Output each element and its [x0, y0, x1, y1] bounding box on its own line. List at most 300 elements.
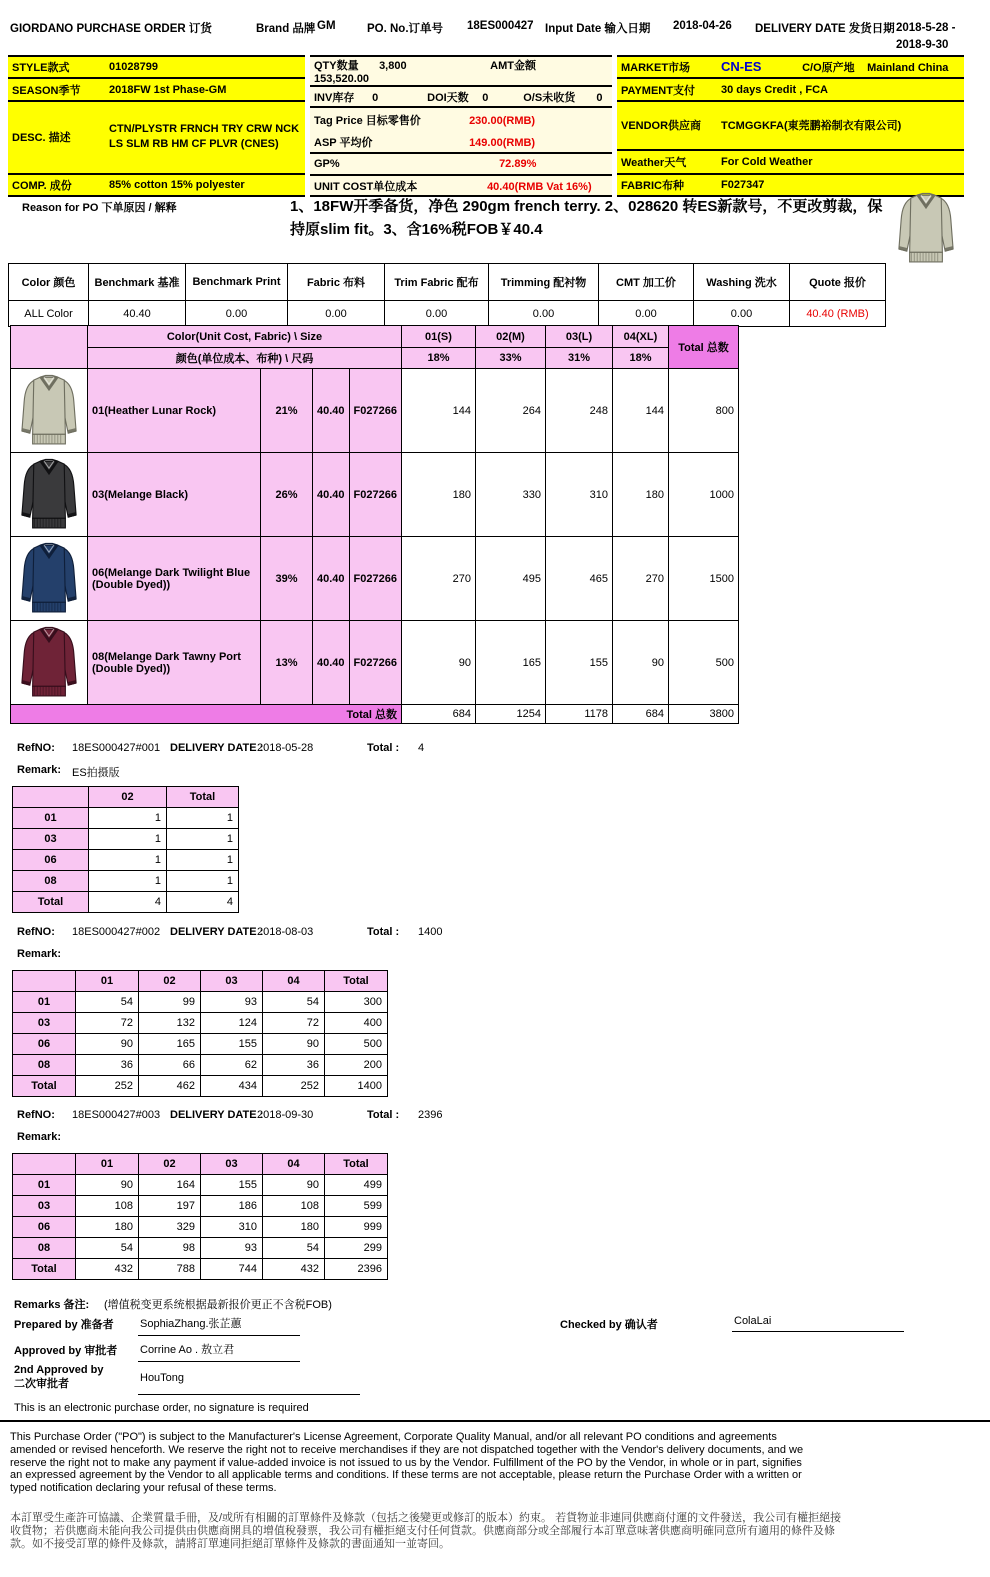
size-corner-top: Color(Unit Cost, Fabric) \ Size: [88, 326, 402, 348]
shipment-section: [0, 926, 660, 1092]
shipment-row-label: 03: [13, 829, 89, 850]
doi-label: DOI天数: [427, 91, 469, 104]
shipment-header-row: [13, 787, 239, 808]
fabric-value: F027347: [717, 174, 964, 196]
info-left-table: [8, 55, 305, 197]
gp-row: [310, 153, 612, 175]
tag-price-label: Tag Price 目标零售价: [314, 114, 421, 127]
shipment-qty-cell: 200: [325, 1055, 388, 1076]
shipment-row: [13, 992, 388, 1013]
shipment-qty-cell: 90: [263, 1175, 325, 1196]
size-pct-header: 31%: [545, 348, 612, 369]
shipment-qty-cell: 434: [201, 1076, 263, 1097]
color-fabric-cell: F027266: [349, 621, 401, 705]
desc-label: DESC. 描述: [8, 101, 105, 174]
vendor-value: TCMGGKFA(東莞鹏裕制衣有限公司): [717, 101, 964, 150]
shipment-qty-cell: 165: [139, 1034, 201, 1055]
market-value: CN-ES: [721, 59, 762, 75]
size-column-header: 02(M): [475, 326, 545, 348]
shipment-corner-cell: [13, 787, 89, 808]
season-value: 2018FW 1st Phase-GM: [105, 78, 305, 100]
sweater-image: [15, 370, 83, 449]
shipment-col-header: 02: [139, 971, 201, 992]
shipment-qty-cell: 1: [167, 808, 239, 829]
shipment-row: [13, 871, 239, 892]
size-pct-header: 18%: [401, 348, 475, 369]
color-fabric-cell: F027266: [349, 537, 401, 621]
shipment-qty-cell: 252: [263, 1076, 325, 1097]
qty-value: 3,800: [379, 60, 407, 72]
size-column-header: 04(XL): [612, 326, 668, 348]
shipment-row: [13, 892, 239, 913]
shipment-corner-cell: [13, 971, 76, 992]
legal-text-english: This Purchase Order ("PO") is subject to the Manufacturer's License Agreement, Corporate Quality Manual, and/or all relevant PO conditions and agreements amended or revised henceforth. We reserve the right not to receive merchandises if they are not dispatched together with the Vendor's delivery documents, and we reserve the right not to make any payment if value-added invoice is not issued to us by the Vendor. Fulfillment of the PO by the Vendor, in whole or in part, signifies an expressed agreement by the Vendor to all applicable terms and conditions. If these terms are not acceptable, please return the Purchase Order with a written or typed notification declaring your refusal of these terms.: [10, 1431, 804, 1494]
shipment-qty-cell: 462: [139, 1076, 201, 1097]
shipment-total-label: Total :: [367, 742, 400, 754]
benchmark-header: Washing 洗水: [694, 264, 790, 301]
size-qty-cell: 248: [545, 369, 612, 453]
os-value: 0: [596, 91, 603, 104]
benchmark-cell: 0.00: [186, 301, 288, 327]
vendor-label: VENDOR供应商: [617, 101, 717, 150]
size-qty-cell: 144: [612, 369, 668, 453]
weather-value: For Cold Weather: [717, 150, 964, 174]
shipment-qty-cell: 329: [139, 1217, 201, 1238]
approved-by-value: Corrine Ao . 敖立君: [138, 1341, 300, 1362]
row-total-cell: 1000: [668, 453, 738, 537]
shipment-qty-cell: 1: [89, 850, 167, 871]
benchmark-header: Benchmark 基准: [89, 264, 186, 301]
shipment-remark-line: [0, 764, 660, 782]
color-image-cell: [11, 621, 88, 705]
payment-label: PAYMENT支付: [617, 78, 717, 100]
order-info-block: [8, 55, 964, 197]
shipment-qty-cell: 99: [139, 992, 201, 1013]
benchmark-cell: 0.00: [694, 301, 790, 327]
benchmark-header-row: [9, 264, 886, 301]
input-date-label: Input Date 输入日期: [545, 23, 651, 35]
refno-value: 18ES000427#003: [72, 1109, 161, 1121]
color-pct-cell: 39%: [261, 537, 313, 621]
shipment-header-row: [13, 971, 388, 992]
unit-cost-label: UNIT COST单位成本: [314, 180, 418, 193]
size-qty-cell: 330: [475, 453, 545, 537]
delivery-date-label: DELIVERY DATE :: [170, 926, 264, 938]
shipment-qty-cell: 132: [139, 1013, 201, 1034]
size-qty-cell: 310: [545, 453, 612, 537]
sweater-image: [892, 188, 960, 267]
shipment-qty-cell: 54: [76, 992, 139, 1013]
benchmark-cell: 40.40 (RMB): [790, 301, 886, 327]
shipment-row-label: 06: [13, 1217, 76, 1238]
shipment-row-label: 06: [13, 1034, 76, 1055]
shipment-qty-cell: 999: [325, 1217, 388, 1238]
tag-price-row: [310, 107, 612, 131]
delivery-date-value: 2018-5-28 - 2018-9-30: [896, 22, 956, 52]
color-pct-cell: 26%: [261, 453, 313, 537]
shipment-ref-line: [0, 926, 660, 944]
shipment-row: [13, 1034, 388, 1055]
color-name-cell: 06(Melange Dark Twilight Blue (Double Dyed)): [88, 537, 261, 621]
row-total-cell: 800: [668, 369, 738, 453]
fabric-label: FABRIC布种: [617, 174, 717, 196]
shipment-qty-cell: 90: [76, 1175, 139, 1196]
benchmark-data-row: [9, 301, 886, 327]
shipment-qty-cell: 299: [325, 1238, 388, 1259]
size-qty-cell: 495: [475, 537, 545, 621]
remark-value: ES拍摄版: [72, 767, 120, 779]
shipment-row-label: 08: [13, 1055, 76, 1076]
color-cost-cell: 40.40: [313, 453, 350, 537]
shipment-col-header: Total: [167, 787, 239, 808]
color-name-cell: 03(Melange Black): [88, 453, 261, 537]
color-image-cell: [11, 369, 88, 453]
color-cost-cell: 40.40: [313, 621, 350, 705]
color-image-cell: [11, 453, 88, 537]
shipment-qty-cell: 54: [263, 1238, 325, 1259]
size-qty-cell: 180: [401, 453, 475, 537]
benchmark-cell: 0.00: [288, 301, 385, 327]
benchmark-header: Color 颜色: [9, 264, 89, 301]
shipment-qty-cell: 432: [263, 1259, 325, 1280]
shipment-qty-cell: 1: [89, 808, 167, 829]
shipment-row-label: 03: [13, 1013, 76, 1034]
co-label: C/O原产地: [802, 62, 855, 75]
benchmark-header: Trim Fabric 配布: [385, 264, 489, 301]
size-header-row-1: [11, 326, 739, 348]
row-total-cell: 500: [668, 621, 738, 705]
shipment-row: [13, 1013, 388, 1034]
shipment-row: [13, 1196, 388, 1217]
shipment-qty-cell: 252: [76, 1076, 139, 1097]
shipment-qty-cell: 155: [201, 1175, 263, 1196]
shipment-row: [13, 850, 239, 871]
shipment-qty-cell: 186: [201, 1196, 263, 1217]
shipment-qty-cell: 2396: [325, 1259, 388, 1280]
size-total-cell: 1254: [475, 705, 545, 724]
shipment-qty-cell: 1: [167, 850, 239, 871]
delivery-date-value: 2018-09-30: [257, 1109, 314, 1121]
benchmark-header: CMT 加工价: [599, 264, 694, 301]
shipment-qty-cell: 599: [325, 1196, 388, 1217]
size-total-label: Total 总数: [11, 705, 402, 724]
size-qty-cell: 270: [401, 537, 475, 621]
shipment-row: [13, 1217, 388, 1238]
shipment-qty-cell: 1: [89, 871, 167, 892]
asp-label: ASP 平均价: [314, 136, 373, 149]
shipment-row: [13, 808, 239, 829]
sweater-image: [15, 454, 83, 533]
market-label: MARKET市场: [617, 56, 717, 78]
shipment-row-label: Total: [13, 1076, 76, 1097]
shipment-qty-cell: 54: [76, 1238, 139, 1259]
shipment-row-label: 03: [13, 1196, 76, 1217]
shipment-qty-cell: 197: [139, 1196, 201, 1217]
benchmark-cell: 0.00: [599, 301, 694, 327]
shipment-row-label: 06: [13, 850, 89, 871]
os-label: O/S未收货: [523, 91, 576, 104]
shipment-total-label: Total :: [367, 1109, 400, 1121]
second-approved-label-zh: 二次审批者: [14, 1377, 69, 1390]
shipment-row: [13, 1076, 388, 1097]
color-row: [11, 621, 739, 705]
benchmark-cell: ALL Color: [9, 301, 89, 327]
size-corner-bottom: 颜色(单位成本、布种) \ 尺码: [88, 348, 402, 369]
shipment-qty-cell: 90: [76, 1034, 139, 1055]
color-fabric-cell: F027266: [349, 369, 401, 453]
inv-doi-os-row: [310, 86, 612, 107]
po-number-label: PO. No.订单号: [367, 23, 444, 35]
shipment-row-label: Total: [13, 892, 89, 913]
color-image-cell: [11, 537, 88, 621]
shipment-remark-line: [0, 948, 660, 966]
shipment-header-row: [13, 1154, 388, 1175]
color-pct-cell: 13%: [261, 621, 313, 705]
inv-label: INV库存: [314, 91, 355, 104]
size-total-cell: 684: [401, 705, 475, 724]
shipment-remark-line: [0, 1131, 660, 1149]
shipment-size-table: [12, 970, 388, 1097]
refno-label: RefNO:: [17, 742, 55, 754]
legal-text-chinese: 本訂單受生產許可協議、企業質量手冊，及/或所有相關的訂單條件及條款（包括之後變更或修訂的版本）約束。 若貨物並非連同供應商付運的文件發送，我公司有權拒絕接收貨物；若供應商未能向我公司提供由供應商開具的增值稅發票，我公司有權拒絕支付任何貨款。供應商部分或全部履行本訂單意味著供應商明確同意所有適用的條件及條款。如不接受訂單的條件及條款，請將訂單連同拒絕訂單條件及條款的書面通知一並寄回。: [10, 1512, 842, 1550]
style-value: 01028799: [105, 56, 305, 78]
footer-divider: [0, 1420, 990, 1422]
shipment-row: [13, 1238, 388, 1259]
size-total-cell: 1178: [545, 705, 612, 724]
remarks-value: (增值税变更系统根据最新报价更正不含税FOB): [104, 1299, 332, 1311]
benchmark-header: Quote 报价: [790, 264, 886, 301]
remarks-label: Remarks 备注:: [14, 1299, 90, 1311]
second-approved-value: HouTong: [138, 1372, 360, 1395]
sweater-image: [15, 538, 83, 617]
shipment-qty-cell: 1400: [325, 1076, 388, 1097]
shipment-col-header: 03: [201, 971, 263, 992]
shipment-qty-cell: 180: [76, 1217, 139, 1238]
unit-cost-row: [310, 175, 612, 196]
page-title: GIORDANO PURCHASE ORDER 订货: [10, 23, 212, 35]
size-qty-cell: 144: [401, 369, 475, 453]
size-qty-cell: 90: [612, 621, 668, 705]
refno-value: 18ES000427#002: [72, 926, 161, 938]
benchmark-cell: 0.00: [489, 301, 599, 327]
qty-amt-row: [310, 56, 612, 86]
prepared-by-label: Prepared by 准备者: [14, 1319, 114, 1331]
color-cost-cell: 40.40: [313, 369, 350, 453]
shipment-qty-cell: 4: [167, 892, 239, 913]
reason-text: 1、18FW开季备货，净色 290gm french terry. 2、028620 转ES新款号，不更改剪裁，保持原slim fit。3、含16%税FOB￥40.4: [290, 198, 883, 239]
delivery-date-label: DELIVERY DATE :: [170, 742, 264, 754]
info-middle-table: [310, 55, 612, 197]
size-qty-cell: 165: [475, 621, 545, 705]
tag-price-value: 230.00(RMB): [469, 114, 536, 127]
inv-value: 0: [372, 91, 379, 104]
remark-label: Remark:: [17, 1131, 62, 1143]
shipment-row: [13, 829, 239, 850]
size-qty-cell: 264: [475, 369, 545, 453]
shipment-col-header: 02: [89, 787, 167, 808]
benchmark-header: Trimming 配衬物: [489, 264, 599, 301]
comp-value: 85% cotton 15% polyester: [105, 174, 305, 196]
shipment-qty-cell: 90: [263, 1034, 325, 1055]
shipment-qty-cell: 310: [201, 1217, 263, 1238]
remark-label: Remark:: [17, 948, 62, 960]
shipment-row: [13, 1259, 388, 1280]
approved-by-label: Approved by 审批者: [14, 1345, 118, 1357]
color-row: [11, 453, 739, 537]
style-sweater-image: [892, 188, 960, 272]
shipment-qty-cell: 66: [139, 1055, 201, 1076]
shipment-qty-cell: 400: [325, 1013, 388, 1034]
shipment-total-value: 4: [418, 742, 425, 754]
refno-value: 18ES000427#001: [72, 742, 161, 754]
doi-value: 0: [482, 91, 489, 104]
shipment-qty-cell: 1: [89, 829, 167, 850]
shipment-qty-cell: 155: [201, 1034, 263, 1055]
size-total-cell: 684: [612, 705, 668, 724]
desc-value: CTN/PLYSTR FRNCH TRY CRW NCK LS SLM RB HM CF PLVR (CNES): [105, 101, 305, 174]
grand-total-cell: 3800: [668, 705, 738, 724]
delivery-date-label: DELIVERY DATE :: [170, 1109, 264, 1121]
shipment-qty-cell: 432: [76, 1259, 139, 1280]
size-qty-cell: 465: [545, 537, 612, 621]
asp-row: [310, 131, 612, 153]
benchmark-table: [8, 263, 886, 327]
shipment-qty-cell: 124: [201, 1013, 263, 1034]
market-co-cell: [717, 56, 964, 78]
unit-cost-value: 40.40(RMB Vat 16%): [487, 180, 592, 193]
shipment-col-header: 04: [263, 971, 325, 992]
size-column-header: 03(L): [545, 326, 612, 348]
shipment-row-label: 08: [13, 871, 89, 892]
amt-value: 153,520.00: [314, 73, 370, 85]
brand-label: Brand 品牌: [256, 23, 316, 35]
shipment-qty-cell: 4: [89, 892, 167, 913]
color-name-cell: 01(Heather Lunar Rock): [88, 369, 261, 453]
benchmark-cell: 0.00: [385, 301, 489, 327]
size-pct-header: 33%: [475, 348, 545, 369]
shipment-qty-cell: 500: [325, 1034, 388, 1055]
shipment-row: [13, 1175, 388, 1196]
benchmark-cell: 40.40: [89, 301, 186, 327]
second-approved-label: [14, 1364, 103, 1392]
shipment-row: [13, 1055, 388, 1076]
shipment-qty-cell: 93: [201, 992, 263, 1013]
shipment-qty-cell: 164: [139, 1175, 201, 1196]
shipment-col-header: 01: [76, 971, 139, 992]
shipment-qty-cell: 36: [76, 1055, 139, 1076]
delivery-date-value: 2018-05-28: [257, 742, 314, 754]
asp-value: 149.00(RMB): [469, 136, 536, 149]
shipment-col-header: Total: [325, 971, 388, 992]
second-approved-label-en: 2nd Approved by: [14, 1364, 104, 1376]
shipment-col-header: 03: [201, 1154, 263, 1175]
shipment-col-header: 02: [139, 1154, 201, 1175]
color-cost-cell: 40.40: [313, 537, 350, 621]
season-label: SEASON季节: [8, 78, 105, 100]
size-total-row: [11, 705, 739, 724]
weather-label: Weather天气: [617, 150, 717, 174]
shipment-row-label: 08: [13, 1238, 76, 1259]
total-column-header: Total 总数: [668, 326, 738, 369]
style-label: STYLE款式: [8, 56, 105, 78]
shipment-size-table: [12, 1153, 388, 1280]
shipment-qty-cell: 744: [201, 1259, 263, 1280]
gp-label: GP%: [314, 158, 340, 170]
shipment-qty-cell: 1: [167, 871, 239, 892]
refno-label: RefNO:: [17, 926, 55, 938]
size-column-header: 01(S): [401, 326, 475, 348]
delivery-date-label: DELIVERY DATE 发货日期: [755, 23, 895, 35]
shipment-total-value: 2396: [418, 1109, 443, 1121]
size-qty-cell: 90: [401, 621, 475, 705]
electronic-note: This is an electronic purchase order, no signature is required: [14, 1402, 309, 1414]
shipment-qty-cell: 62: [201, 1055, 263, 1076]
shipment-qty-cell: 1: [167, 829, 239, 850]
sweater-image: [15, 622, 83, 701]
po-number-value: 18ES000427: [467, 20, 534, 32]
shipment-qty-cell: 36: [263, 1055, 325, 1076]
size-qty-cell: 180: [612, 453, 668, 537]
reason-label: Reason for PO 下单原因 / 解释: [22, 202, 177, 214]
payment-value: 30 days Credit , FCA: [717, 78, 964, 100]
info-right-table: [617, 55, 964, 197]
shipment-qty-cell: 54: [263, 992, 325, 1013]
size-qty-cell: 270: [612, 537, 668, 621]
prepared-by-value: SophiaZhang.张芷蕙: [138, 1315, 300, 1336]
shipment-qty-cell: 300: [325, 992, 388, 1013]
size-qty-cell: 155: [545, 621, 612, 705]
benchmark-header: Benchmark Print: [186, 264, 288, 301]
shipment-qty-cell: 180: [263, 1217, 325, 1238]
shipment-qty-cell: 72: [263, 1013, 325, 1034]
amt-label: AMT金额: [490, 60, 536, 72]
shipment-row-label: Total: [13, 1259, 76, 1280]
color-name-cell: 08(Melange Dark Tawny Port (Double Dyed)): [88, 621, 261, 705]
qty-label: QTY数量: [314, 60, 359, 72]
shipment-qty-cell: 788: [139, 1259, 201, 1280]
shipment-qty-cell: 98: [139, 1238, 201, 1259]
remark-label: Remark:: [17, 764, 62, 776]
shipment-col-header: 01: [76, 1154, 139, 1175]
image-column-header: [11, 326, 88, 369]
shipment-qty-cell: 499: [325, 1175, 388, 1196]
color-fabric-cell: F027266: [349, 453, 401, 537]
shipment-col-header: Total: [325, 1154, 388, 1175]
shipment-ref-line: [0, 742, 660, 760]
color-row: [11, 537, 739, 621]
brand-value: GM: [317, 20, 336, 32]
shipment-section: [0, 742, 660, 908]
shipment-total-value: 1400: [418, 926, 443, 938]
size-header-row-2: [11, 348, 739, 369]
shipment-qty-cell: 108: [263, 1196, 325, 1217]
delivery-date-value: 2018-08-03: [257, 926, 314, 938]
shipment-col-header: 04: [263, 1154, 325, 1175]
shipment-size-table: [12, 786, 239, 913]
shipment-qty-cell: 72: [76, 1013, 139, 1034]
shipment-total-label: Total :: [367, 926, 400, 938]
comp-label: COMP. 成份: [8, 174, 105, 196]
refno-label: RefNO:: [17, 1109, 55, 1121]
shipment-row-label: 01: [13, 808, 89, 829]
shipment-section: [0, 1109, 660, 1275]
benchmark-header: Fabric 布料: [288, 264, 385, 301]
color-row: [11, 369, 739, 453]
size-pct-header: 18%: [612, 348, 668, 369]
shipment-row-label: 01: [13, 1175, 76, 1196]
shipment-ref-line: [0, 1109, 660, 1127]
shipment-corner-cell: [13, 1154, 76, 1175]
